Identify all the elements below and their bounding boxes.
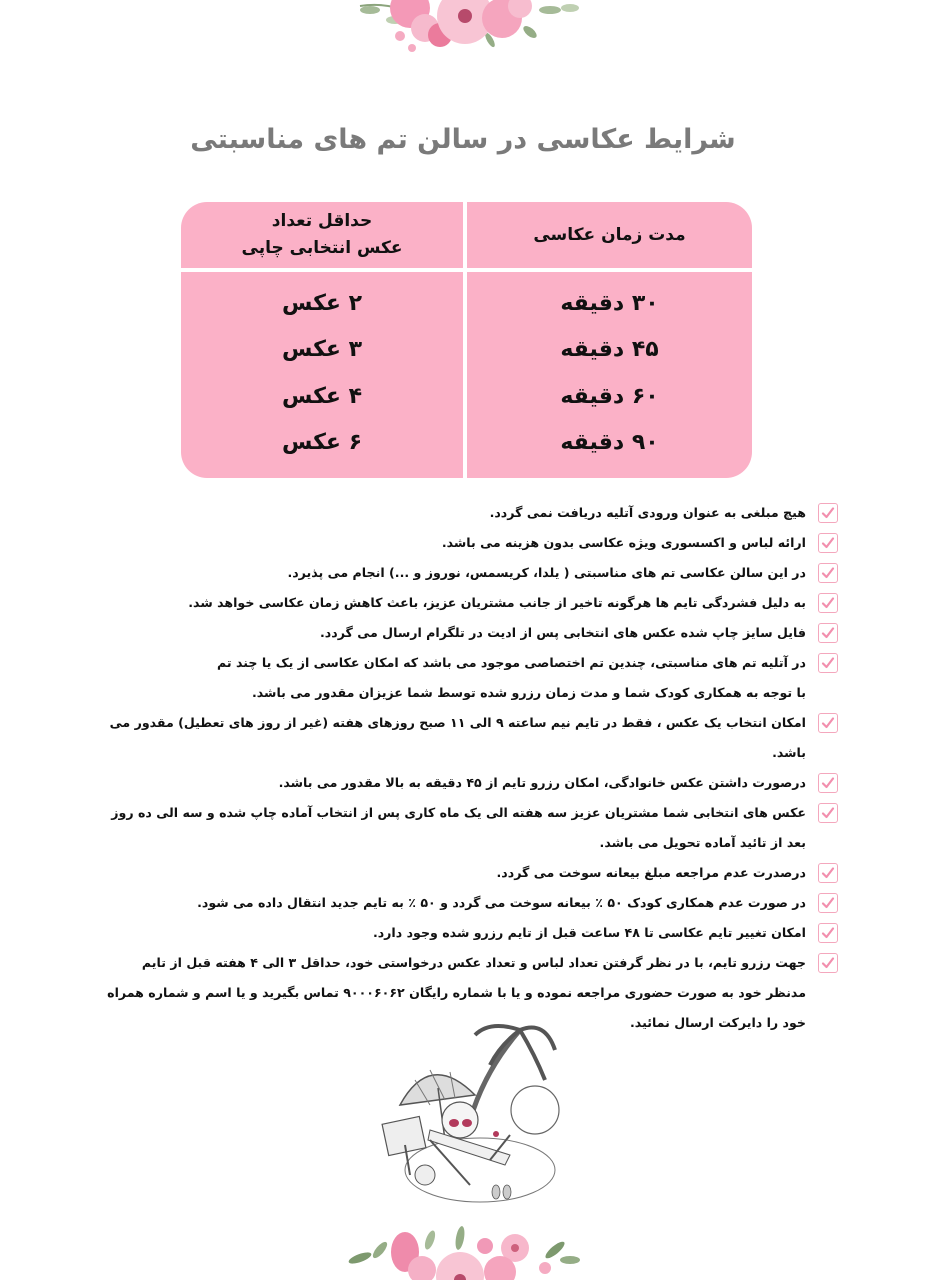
page-title: شرایط عکاسی در سالن تم های مناسبتی xyxy=(190,124,736,155)
min-photos-column xyxy=(181,202,463,478)
checkbox-checked-icon xyxy=(818,953,838,973)
condition-text-line: ارائه لباس و اکسسوری ویژه عکاسی بدون هزینه می باشد. xyxy=(441,535,806,550)
condition-item xyxy=(100,918,840,948)
min-photos-header-line1: حداقل تعداد xyxy=(271,211,373,231)
condition-text-line: درصدرت عدم مراجعه مبلغ بیعانه سوخت می گردد. xyxy=(496,865,806,880)
duration-cell: ۶۰ دقیقه xyxy=(560,383,659,409)
photos-cell: ۳ عکس xyxy=(281,337,363,363)
photos-cell: ۶ عکس xyxy=(281,430,363,456)
duration-cell: ۴۵ دقیقه xyxy=(560,337,659,363)
duration-cell: ۹۰ دقیقه xyxy=(560,430,659,456)
photos-cell: ۴ عکس xyxy=(281,383,363,409)
condition-text-line: فایل سایز چاپ شده عکس های انتخابی پس از ادیت در تلگرام ارسال می گردد. xyxy=(320,625,806,640)
condition-text-line: خود را دایرکت ارسال نمائید. xyxy=(630,1015,806,1030)
condition-text-line: امکان تغییر تایم عکاسی تا ۴۸ ساعت قبل از تایم رزرو شده وجود دارد. xyxy=(372,925,806,940)
floral-decoration-bottom-icon xyxy=(340,1210,590,1280)
checkbox-checked-icon xyxy=(818,593,838,613)
checkbox-checked-icon xyxy=(818,503,838,523)
checkbox-checked-icon xyxy=(818,563,838,583)
floral-decoration-top-icon xyxy=(340,0,590,70)
checkbox-checked-icon xyxy=(818,803,838,823)
pricing-table xyxy=(181,202,752,478)
condition-text-line: جهت رزرو تایم، با در نظر گرفتن تعداد لباس و تعداد عکس درخواستی خود، حداقل ۳ الی ۴ هفته قبل از تایم xyxy=(141,955,806,970)
column-divider xyxy=(463,202,467,478)
checkbox-checked-icon xyxy=(818,773,838,793)
condition-text-line: هیچ مبلغی به عنوان ورودی آتلیه دریافت نمی گردد. xyxy=(489,505,806,520)
duration-header xyxy=(467,202,752,268)
condition-text-line: عکس های انتخابی شما مشتریان عزیز سه هفته الی یک ماه کاری پس از انتخاب آماده چاپ شده و سه الی ده روز xyxy=(111,805,806,820)
condition-item xyxy=(100,708,840,768)
condition-text-line: در صورت عدم همکاری کودک ۵۰ ٪ بیعانه سوخت می گردد و ۵۰ ٪ به تایم جدید انتقال داده می شود. xyxy=(197,895,806,910)
checkbox-checked-icon xyxy=(818,893,838,913)
condition-item xyxy=(100,858,840,888)
beach-girl-illustration-icon xyxy=(370,1010,570,1210)
checkbox-checked-icon xyxy=(818,713,838,733)
condition-item xyxy=(100,888,840,918)
duration-header-label: مدت زمان عکاسی xyxy=(533,224,686,245)
condition-item xyxy=(100,768,840,798)
condition-text-line: امکان انتخاب یک عکس ، فقط در تایم نیم ساعته ۹ الی ۱۱ صبح روزهای هفته (غیر از روز های تعطیل) مقدور می باشد. xyxy=(109,715,806,760)
checkbox-checked-icon xyxy=(818,623,838,643)
condition-text-line: در آتلیه تم های مناسبتی، چندین تم اختصاصی موجود می باشد که امکان عکاسی از یک یا چند تم xyxy=(217,655,806,670)
condition-item xyxy=(100,498,840,528)
condition-text-line: مدنظر خود به صورت حضوری مراجعه نموده و یا با شماره رایگان ۹۰۰۰۶۰۶۲ تماس بگیرید و یا اسم و شماره همراه xyxy=(107,985,806,1000)
header-divider xyxy=(181,268,752,272)
condition-text-line: درصورت داشتن عکس خانوادگی، امکان رزرو تایم از ۴۵ دقیقه به بالا مقدور می باشد. xyxy=(278,775,806,790)
condition-item xyxy=(100,798,840,858)
condition-item xyxy=(100,588,840,618)
checkbox-checked-icon xyxy=(818,923,838,943)
condition-text-line: با توجه به همکاری کودک شما و مدت زمان رزرو شده توسط شما عزیزان مقدور می باشد. xyxy=(252,685,806,700)
checkbox-checked-icon xyxy=(818,533,838,553)
min-photos-header xyxy=(181,202,463,268)
conditions-list xyxy=(100,498,840,1038)
condition-item xyxy=(100,648,840,708)
condition-text-line: بعد از تائید آماده تحویل می باشد. xyxy=(599,835,806,850)
min-photos-header-line2: عکس انتخابی چاپی xyxy=(241,238,403,258)
condition-item xyxy=(100,558,840,588)
condition-text-line: در این سالن عکاسی تم های مناسبتی ( یلدا، کریسمس، نوروز و ...) انجام می پذیرد. xyxy=(287,565,806,580)
checkbox-checked-icon xyxy=(818,863,838,883)
duration-cell: ۳۰ دقیقه xyxy=(560,290,659,316)
photos-cell: ۲ عکس xyxy=(281,290,363,316)
duration-column xyxy=(467,202,752,478)
condition-item xyxy=(100,528,840,558)
checkbox-checked-icon xyxy=(818,653,838,673)
condition-item xyxy=(100,618,840,648)
condition-text-line: به دلیل فشردگی تایم ها هرگونه تاخیر از جانب مشتریان عزیز، باعث کاهش زمان عکاسی خواهد شد. xyxy=(188,595,806,610)
